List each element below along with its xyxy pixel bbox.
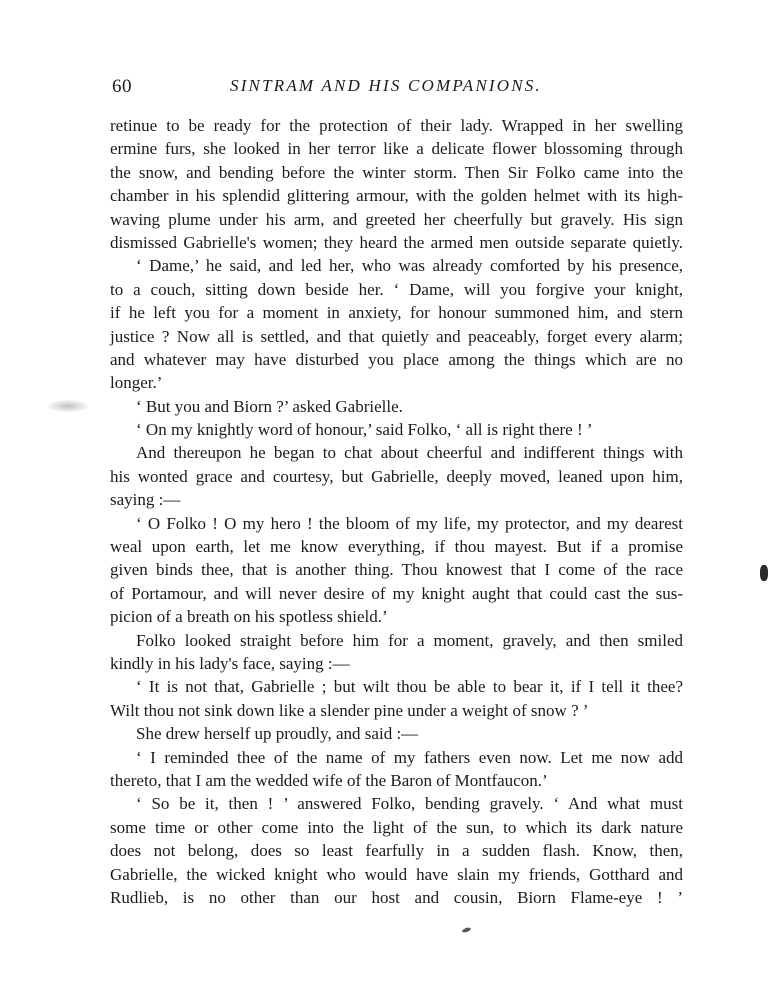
text-line: Rudlieb, is no other than our host and cousin, Biorn Flame-eye ! ’ [110, 887, 683, 907]
edge-ink-mark [760, 565, 768, 581]
text-line: dismissed Gabrielle's women; they heard the armed men outside separate quietly. [110, 232, 683, 252]
text-line: ‘ On my knightly word of honour,’ said Folko, ‘ all is right there ! ’ [136, 420, 593, 440]
text-line: waving plume under his arm, and greeted her cheerfully but gravely. His sign [110, 209, 683, 229]
text-line: ‘ I reminded thee of the name of my fathers even now. Let me now add [136, 747, 683, 767]
text-line: weal upon earth, let me know everything, if thou mayest. But if a promise [110, 537, 683, 557]
text-line: Folko looked straight before him for a moment, gravely, and then smiled [136, 630, 683, 650]
text-line: if he left you for a moment in anxiety, for honour summoned him, and stern [110, 303, 683, 323]
text-line: And thereupon he began to chat about cheerful and indifferent things with [136, 443, 683, 463]
text-line: ‘ So be it, then ! ’ answered Folko, bending gravely. ‘ And what must [136, 794, 683, 814]
text-line: does not belong, does so least fearfully in a sudden flash. Know, then, [110, 841, 683, 861]
text-line: picion of a breath on his spotless shield.’ [110, 607, 388, 627]
text-line: thereto, that I am the wedded wife of the Baron of Montfaucon.’ [110, 770, 548, 790]
text-line: ‘ But you and Biorn ?’ asked Gabrielle. [136, 396, 403, 416]
text-line: ‘ O Folko ! O my hero ! the bloom of my life, my protector, and my dearest [136, 513, 683, 533]
text-line: chamber in his splendid glittering armour, with the golden helmet with its high- [110, 186, 683, 206]
text-line: longer.’ [110, 373, 163, 393]
text-line: kindly in his lady's face, saying :— [110, 653, 350, 673]
text-line: retinue to be ready for the protection of their lady. Wrapped in her swelling [110, 116, 683, 135]
text-line: some time or other come into the light of the sun, to which its dark nature [110, 817, 683, 837]
ink-speck [462, 927, 472, 934]
text-line: Wilt thou not sink down like a slender pine under a weight of snow ? ’ [110, 700, 589, 720]
text-line: justice ? Now all is settled, and that quietly and peaceably, forget every alarm; [110, 326, 683, 346]
text-line: Gabrielle, the wicked knight who would have slain my friends, Gotthard and [110, 864, 683, 884]
page-number: 60 [112, 76, 132, 97]
text-line: to a couch, sitting down beside her. ‘ Dame, will you forgive your knight, [110, 279, 683, 299]
text-line: saying :— [110, 490, 181, 510]
text-line: his wonted grace and courtesy, but Gabrielle, deeply moved, leaned upon him, [110, 466, 683, 486]
text-line: of Portamour, and will never desire of my knight aught that could cast the sus- [110, 583, 683, 603]
text-line: ‘ Dame,’ he said, and led her, who was already comforted by his presence, [136, 256, 683, 276]
text-line: She drew herself up proudly, and said :— [136, 724, 419, 744]
text-line: given binds thee, that is another thing. Thou knowest that I come of the race [110, 560, 683, 580]
text-line: the snow, and bending before the winter storm. Then Sir Folko came into the [110, 162, 683, 182]
text-line: ‘ It is not that, Gabrielle ; but wilt thou be able to bear it, if I tell it thee? [136, 677, 683, 697]
running-title: SINTRAM AND HIS COMPANIONS. [230, 76, 542, 95]
body-text [110, 114, 683, 909]
text-line: ermine furs, she looked in her terror like a delicate flower blossoming through [110, 139, 683, 159]
paper-smudge [48, 400, 88, 412]
text-line: and whatever may have disturbed you place among the things which are no [110, 349, 683, 369]
